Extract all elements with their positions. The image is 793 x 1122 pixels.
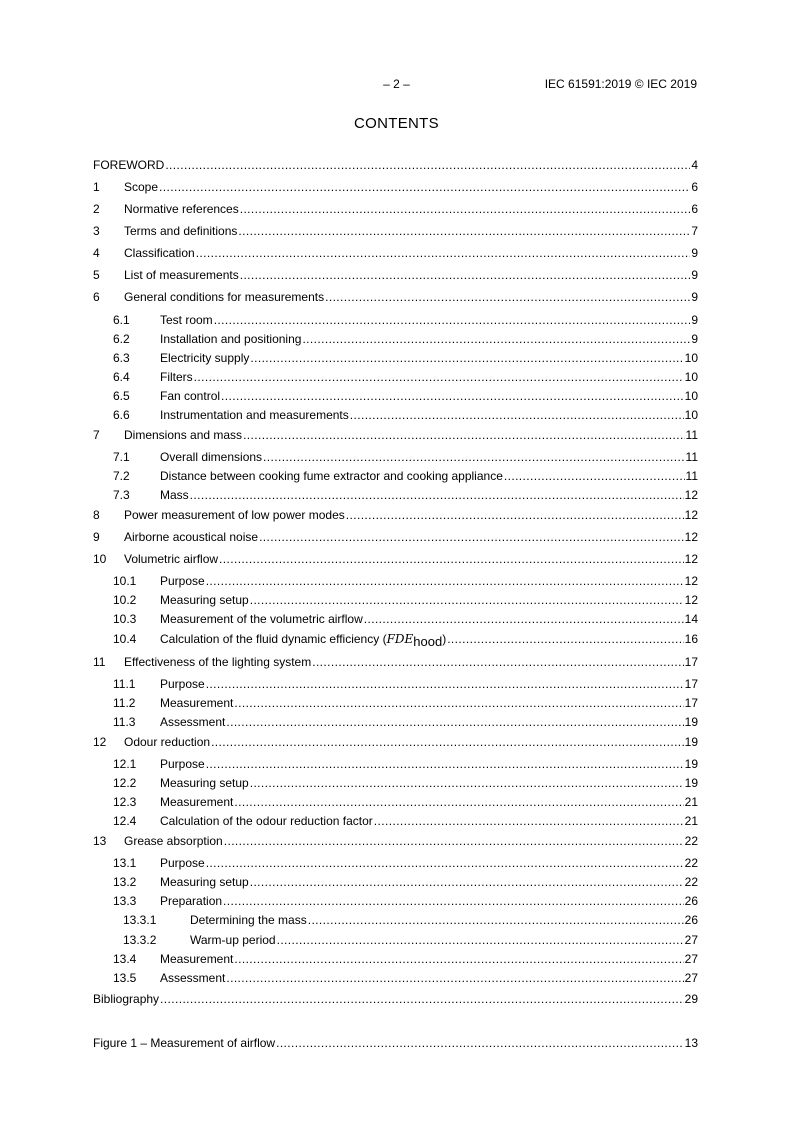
toc-entry-label	[160, 630, 446, 648]
toc-entry-number: 12.1	[113, 757, 137, 771]
toc-entry-label	[124, 528, 258, 546]
toc-entry-label	[124, 733, 210, 751]
toc-entry[interactable]	[93, 467, 698, 485]
toc-entry-page: 22	[684, 834, 698, 848]
toc-entry[interactable]	[93, 873, 698, 891]
toc-entry-label	[160, 330, 301, 348]
toc-entry-label	[160, 311, 213, 329]
toc-entry-page: 4	[691, 158, 698, 172]
toc-entry-page: 26	[684, 913, 698, 927]
dot-leader	[240, 200, 691, 218]
toc-entry-label-text: Bibliography	[93, 992, 160, 1006]
toc-entry[interactable]	[93, 506, 698, 524]
toc-entry[interactable]	[93, 288, 698, 306]
dot-leader	[263, 448, 684, 466]
toc-entry[interactable]	[93, 222, 698, 240]
toc-entry-number: 5	[93, 268, 100, 282]
document-reference: IEC 61591:2019 © IEC 2019	[544, 77, 697, 91]
toc-entry[interactable]	[93, 774, 698, 792]
dot-leader	[277, 931, 684, 949]
toc-entry-page: 14	[684, 612, 698, 626]
toc-entry-label-text: FOREWORD	[93, 158, 165, 172]
toc-entry-label	[160, 406, 349, 424]
toc-entry-label-text: Measurement	[160, 795, 234, 809]
toc-entry-label	[160, 713, 225, 731]
toc-entry-label	[124, 653, 311, 671]
toc-entry[interactable]	[93, 950, 698, 968]
toc-entry[interactable]	[93, 200, 698, 218]
toc-entry-number: 9	[93, 530, 100, 544]
dot-leader	[206, 755, 684, 773]
toc-entry-label-tail: )	[442, 632, 447, 646]
toc-entry-number: 6.5	[113, 389, 130, 403]
figure-entry-label: Figure 1 – Measurement of airflow	[93, 1036, 276, 1050]
toc-entry-number: 10	[93, 552, 107, 566]
toc-entry-page: 12	[684, 593, 698, 607]
page-number: – 2 –	[383, 77, 410, 91]
toc-entry-number: 12.2	[113, 776, 137, 790]
toc-entry-number: 6.2	[113, 332, 130, 346]
toc-entry-page: 21	[684, 795, 698, 809]
toc-entry-page: 16	[684, 632, 698, 646]
toc-entry[interactable]	[93, 713, 698, 731]
toc-entry-label-text: Airborne acoustical noise	[124, 530, 259, 544]
toc-entry-label	[160, 774, 249, 792]
toc-entry-page: 12	[684, 552, 698, 566]
figure-entry[interactable]	[93, 1034, 698, 1052]
dot-leader	[196, 244, 691, 262]
toc-entry-page: 27	[684, 952, 698, 966]
toc-entry-label	[160, 854, 205, 872]
toc-entry[interactable]	[93, 931, 698, 949]
toc-entry-page: 19	[684, 735, 698, 749]
toc-entry-label	[160, 873, 249, 891]
toc-entry-number: 6.3	[113, 351, 130, 365]
dot-leader	[219, 550, 684, 568]
toc-entry-number: 13.3	[113, 894, 137, 908]
toc-entry-label	[160, 448, 262, 466]
toc-entry-page: 9	[691, 313, 698, 327]
toc-entry-page: 19	[684, 715, 698, 729]
toc-entry-page: 11	[685, 450, 698, 464]
toc-entry[interactable]	[93, 675, 698, 693]
toc-entry-label	[160, 349, 249, 367]
toc-entry-label-text: Purpose	[160, 757, 205, 771]
toc-entry-number: 13.5	[113, 971, 137, 985]
toc-entry-label-text: Overall dimensions	[160, 450, 263, 464]
toc-entry-page: 12	[684, 508, 698, 522]
dot-leader	[250, 873, 684, 891]
dot-leader	[364, 610, 684, 628]
toc-entry-label	[160, 368, 193, 386]
toc-entry-label-text: Purpose	[160, 574, 205, 588]
toc-entry-label	[160, 755, 205, 773]
dot-leader	[234, 950, 683, 968]
toc-entry-label	[160, 675, 205, 693]
toc-entry-label-text: Measurement	[160, 696, 234, 710]
toc-entry[interactable]	[93, 911, 698, 929]
toc-entry-number: 11.3	[113, 715, 136, 729]
toc-entry[interactable]	[93, 832, 698, 850]
toc-entry-number: 6	[93, 290, 100, 304]
dot-leader	[190, 486, 684, 504]
toc-entry-number: 6.4	[113, 370, 130, 384]
toc-entry-label	[190, 931, 276, 949]
toc-entry-label	[93, 156, 164, 174]
dot-leader	[221, 387, 684, 405]
toc-entry-page: 11	[685, 469, 698, 483]
toc-entry[interactable]	[93, 892, 698, 910]
toc-entry-label	[160, 591, 249, 609]
toc-entry-label-text: Assessment	[160, 715, 226, 729]
toc-entry-label-text: Measurement of the volumetric airflow	[160, 612, 363, 626]
toc-entry[interactable]	[93, 990, 698, 1008]
dot-leader	[226, 969, 683, 987]
toc-entry-page: 10	[684, 408, 698, 422]
toc-entry-label-text: Electricity supply	[160, 351, 250, 365]
dot-leader	[224, 832, 684, 850]
dot-leader	[346, 506, 684, 524]
toc-entry-page: 21	[684, 814, 698, 828]
dot-leader	[206, 675, 684, 693]
toc-entry-number: 13.3.2	[123, 933, 157, 947]
toc-entry-page: 10	[684, 389, 698, 403]
dot-leader	[312, 653, 683, 671]
toc-entry-label-text: Calculation of the odour reduction factor	[160, 814, 373, 828]
toc-entry-page: 12	[684, 530, 698, 544]
toc-entry-label-text: Measuring setup	[160, 593, 249, 607]
toc-entry-label-text: Calculation of the fluid dynamic efficiency (	[160, 632, 387, 646]
toc-entry[interactable]	[93, 448, 698, 466]
toc-entry-number: 10.1	[113, 574, 137, 588]
dot-leader	[276, 1034, 684, 1052]
dot-leader	[250, 591, 684, 609]
toc-entry-number: 7.2	[113, 469, 130, 483]
dot-leader	[165, 156, 690, 174]
toc-entry[interactable]	[93, 266, 698, 284]
dot-leader	[234, 694, 683, 712]
toc-entry[interactable]	[93, 426, 698, 444]
toc-entry-label-text: Effectiveness of the lighting system	[124, 655, 312, 669]
dot-leader	[240, 266, 691, 284]
toc-entry-number: 10.3	[113, 612, 137, 626]
toc-entry[interactable]	[93, 630, 698, 648]
dot-leader	[234, 793, 683, 811]
dot-leader	[238, 222, 690, 240]
toc-entry-label	[124, 266, 239, 284]
toc-entry[interactable]	[93, 793, 698, 811]
toc-entry-number: 3	[93, 224, 100, 238]
toc-entry[interactable]	[93, 733, 698, 751]
toc-entry-label-text: Purpose	[160, 856, 205, 870]
dot-leader	[206, 572, 684, 590]
dot-leader	[374, 812, 684, 830]
toc-entry-label-text: Scope	[124, 180, 159, 194]
toc-entry-number: 1	[93, 180, 100, 194]
toc-entry-page: 10	[684, 370, 698, 384]
toc-entry[interactable]	[93, 387, 698, 405]
toc-entry-number: 13.4	[113, 952, 137, 966]
toc-entry[interactable]	[93, 969, 698, 987]
toc-entry-number: 12.3	[113, 795, 137, 809]
toc-entry[interactable]	[93, 349, 698, 367]
toc-entry-page: 9	[691, 290, 698, 304]
toc-entry-label-text: Terms and definitions	[124, 224, 238, 238]
dot-leader	[250, 774, 684, 792]
toc-entry-label	[160, 486, 189, 504]
toc-entry-number: 10.2	[113, 593, 137, 607]
toc-entry-subscript: hood	[413, 634, 443, 649]
toc-entry-label	[160, 812, 373, 830]
dot-leader	[259, 528, 684, 546]
toc-entry-label-text: Normative references	[124, 202, 239, 216]
toc-entry-label-text: Mass	[160, 488, 189, 502]
toc-entry-page: 19	[684, 776, 698, 790]
toc-entry-label	[124, 222, 237, 240]
toc-entry-page: 19	[684, 757, 698, 771]
toc-entry-page: 7	[691, 224, 698, 238]
toc-entry-number: 2	[93, 202, 100, 216]
toc-entry-label-text: Assessment	[160, 971, 226, 985]
toc-entry[interactable]	[93, 528, 698, 546]
toc-entry[interactable]	[93, 244, 698, 262]
toc-entry-number: 11.1	[113, 677, 136, 691]
dot-leader	[226, 713, 683, 731]
toc-entry[interactable]	[93, 311, 698, 329]
toc-entry-label	[160, 572, 205, 590]
toc-entry-number: 6.6	[113, 408, 130, 422]
toc-entry-page: 22	[684, 875, 698, 889]
toc-entry-label	[160, 694, 233, 712]
toc-entry-label-text: Grease absorption	[124, 834, 223, 848]
toc-entry-label-text: Distance between cooking fume extractor and cooking appliance	[160, 469, 503, 483]
toc-entry-label-text: List of measurements	[124, 268, 239, 282]
toc-entry-page: 11	[685, 428, 698, 442]
toc-entry[interactable]	[93, 486, 698, 504]
toc-entry[interactable]	[93, 653, 698, 671]
toc-entry[interactable]	[93, 156, 698, 174]
toc-entry-label-text: Purpose	[160, 677, 205, 691]
toc-entry-label-text: Installation and positioning	[160, 332, 302, 346]
toc-entry-label	[124, 426, 242, 444]
dot-leader	[159, 178, 690, 196]
toc-entry-label	[160, 467, 503, 485]
toc-entry-label	[190, 911, 307, 929]
toc-entry-label	[124, 832, 223, 850]
toc-entry-label	[124, 178, 158, 196]
toc-entry-page: 9	[691, 332, 698, 346]
toc-entry-label	[160, 950, 233, 968]
toc-entry-number: 12	[93, 735, 107, 749]
toc-entry[interactable]	[93, 610, 698, 628]
toc-entry-label	[124, 288, 324, 306]
toc-entry-label-text: Volumetric airflow	[124, 552, 219, 566]
toc-entry-number: 13.1	[113, 856, 137, 870]
dot-leader	[250, 349, 683, 367]
toc-entry-label	[160, 610, 363, 628]
dot-leader	[194, 368, 684, 386]
dot-leader	[214, 311, 691, 329]
toc-entry-label-text: Fan control	[160, 389, 221, 403]
toc-entry-number: 7.3	[113, 488, 130, 502]
toc-entry-number: 11	[93, 655, 106, 669]
toc-entry-label-text: Power measurement of low power modes	[124, 508, 345, 522]
toc-entry[interactable]	[93, 368, 698, 386]
toc-entry-label-text: Instrumentation and measurements	[160, 408, 349, 422]
toc-entry-label	[93, 990, 159, 1008]
figure-entry-page: 13	[684, 1036, 698, 1050]
dot-leader	[504, 467, 685, 485]
toc-entry-label-text: Odour reduction	[124, 735, 211, 749]
dot-leader	[302, 330, 690, 348]
toc-entry-page: 29	[684, 992, 698, 1006]
toc-entry-page: 27	[684, 971, 698, 985]
toc-entry-label	[160, 387, 220, 405]
toc-entry-page: 6	[691, 202, 698, 216]
toc-entry-page: 26	[684, 894, 698, 908]
toc-entry[interactable]	[93, 330, 698, 348]
toc-entry[interactable]	[93, 591, 698, 609]
toc-entry-page: 9	[691, 268, 698, 282]
toc-entry-label-text: Preparation	[160, 894, 223, 908]
toc-entry-label-text: Test room	[160, 313, 213, 327]
toc-entry-label-text: Filters	[160, 370, 193, 384]
toc-entry-page: 17	[684, 696, 698, 710]
dot-leader	[447, 630, 683, 648]
toc-entry[interactable]	[93, 572, 698, 590]
toc-entry-label	[160, 969, 225, 987]
toc-entry-label	[124, 550, 218, 568]
toc-entry-number: 13.2	[113, 875, 137, 889]
toc-entry-label-text: Measurement	[160, 952, 234, 966]
toc-entry-page: 17	[684, 677, 698, 691]
toc-entry[interactable]	[93, 550, 698, 568]
contents-title: CONTENTS	[354, 115, 439, 132]
toc-entry-number: 13	[93, 834, 107, 848]
toc-entry-page: 9	[691, 246, 698, 260]
toc-entry-number: 6.1	[113, 313, 130, 327]
toc-entry[interactable]	[93, 178, 698, 196]
toc-entry[interactable]	[93, 406, 698, 424]
toc-entry[interactable]	[93, 755, 698, 773]
toc-entry-page: 22	[684, 856, 698, 870]
toc-entry-label-text: Warm-up period	[190, 933, 276, 947]
dot-leader	[350, 406, 684, 424]
toc-entry-label	[124, 244, 195, 262]
toc-entry-label-text: Determining the mass	[190, 913, 307, 927]
dot-leader	[243, 426, 684, 444]
toc-entry-label	[124, 200, 239, 218]
toc-entry-number: 8	[93, 508, 100, 522]
toc-entry[interactable]	[93, 854, 698, 872]
toc-entry-label	[160, 892, 222, 910]
toc-entry-page: 12	[684, 574, 698, 588]
dot-leader	[325, 288, 690, 306]
toc-entry[interactable]	[93, 812, 698, 830]
toc-entry-number: 7.1	[113, 450, 130, 464]
toc-entry-page: 17	[684, 655, 698, 669]
dot-leader	[223, 892, 684, 910]
toc-entry-label-text: General conditions for measurements	[124, 290, 325, 304]
toc-entry-page: 6	[691, 180, 698, 194]
toc-entry-page: 10	[684, 351, 698, 365]
toc-entry-number: 12.4	[113, 814, 137, 828]
toc-entry-number: 10.4	[113, 632, 137, 646]
dot-leader	[308, 911, 684, 929]
toc-entry[interactable]	[93, 694, 698, 712]
toc-entry-page: 12	[684, 488, 698, 502]
dot-leader	[206, 854, 684, 872]
toc-entry-number: 7	[93, 428, 100, 442]
toc-entry-label-text: Dimensions and mass	[124, 428, 243, 442]
toc-entry-number: 4	[93, 246, 100, 260]
toc-entry-label	[124, 506, 345, 524]
dot-leader	[211, 733, 684, 751]
toc-entry-label-text: Measuring setup	[160, 776, 249, 790]
toc-entry-label-text: Classification	[124, 246, 195, 260]
dot-leader	[160, 990, 684, 1008]
toc-entry-number: 11.2	[113, 696, 136, 710]
toc-entry-label	[160, 793, 233, 811]
toc-entry-label-text: Measuring setup	[160, 875, 249, 889]
toc-entry-symbol: FDE	[386, 632, 414, 646]
toc-entry-number: 13.3.1	[123, 913, 157, 927]
toc-entry-page: 27	[684, 933, 698, 947]
